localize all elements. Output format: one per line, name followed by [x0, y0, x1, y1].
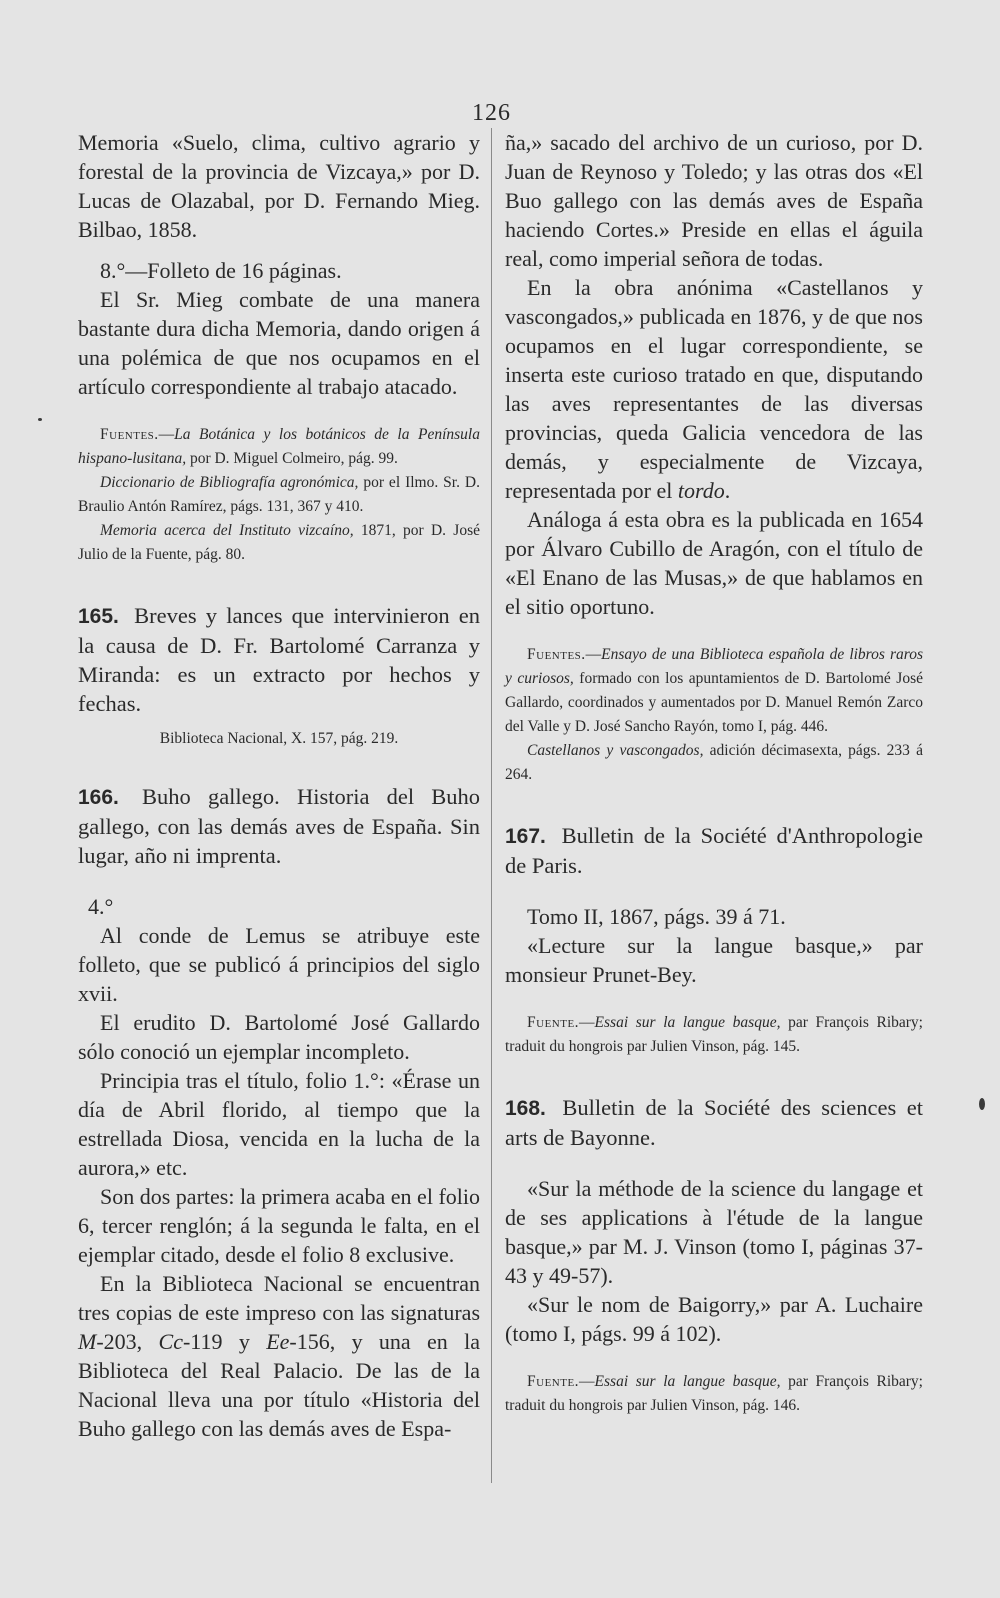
source-details: par François Ribary; traduit du hongrois par Julien Vinson, pág. 145. — [505, 1014, 923, 1055]
entry-166-paragraph: Análoga á esta obra es la publicada en 1654 por Álvaro Cubillo de Aragón, con el título de «El Enano de las Musas,» de que hablamos en el sitio oportuno. — [505, 507, 923, 619]
memoria-source-2 — [78, 471, 480, 519]
entry-title: Buho gallego. Historia del Buho gallego, con las demás aves de España. Sin lugar, año ni imprenta. — [78, 784, 480, 868]
paragraph-text: -119 y — [182, 1329, 267, 1354]
entry-166-paragraph: Principia tras el título, folio 1.°: «Érase un día de Abril florido, al tiempo que la estrellada Diosa, vencida en la lucha de la aurora,» etc. — [78, 1068, 480, 1180]
entry-166-continuation: ña,» sacado del archivo de un curioso, por D. Juan de Reynoso y Toledo; y las otras dos «El Buo gallego con las demás aves de España haciendo Cortes.» Preside en ellas el águila real, como imperial señora de todas. — [505, 130, 923, 271]
entry-165-location: Biblioteca Nacional, X. 157, pág. 219. — [159, 730, 399, 747]
entry-167-heading — [505, 821, 923, 880]
entry-167-source: Fuente.—Essai sur la langue basque, par François Ribary; traduit du hongrois par Julien Vinson, pág. 145. — [505, 1014, 923, 1055]
entry-number: 166. — [78, 786, 119, 809]
paragraph-text: -203, — [96, 1329, 159, 1354]
entry-167-paragraph: Tomo II, 1867, págs. 39 á 71. — [527, 904, 786, 929]
source-details: por el Ilmo. Sr. D. Braulio Antón Ramírez, págs. 131, 367 y 410. — [78, 474, 480, 515]
entry-number: 165. — [78, 605, 119, 628]
entry-165-heading — [78, 601, 480, 718]
entry-166-paragraph: Al conde de Lemus se atribuye este folleto, que se publicó á principios del siglo xvii. — [78, 923, 480, 1006]
signature-code: Ee — [266, 1329, 290, 1354]
ink-spot — [38, 418, 42, 421]
paragraph-text: En la Biblioteca Nacional se encuentran tres copias de este impreso con las signaturas — [78, 1271, 480, 1325]
entry-168-paragraph: «Sur la méthode de la science du langage et de ses applications à l'étude de la langue basque,» par M. J. Vinson (tomo I, páginas 37-43 y 49-57). — [505, 1176, 923, 1288]
column-divider — [491, 128, 492, 1483]
entry-title: Breves y lances que intervinieron en la causa de D. Fr. Bartolomé Carranza y Miranda: es un extracto por hechos y fechas. — [78, 603, 481, 716]
source-title: La Botánica y los botánicos de la Península hispano-lusitana, — [78, 426, 480, 467]
source-title: Essai sur la langue basque, — [594, 1014, 781, 1031]
signature-code: Cc — [158, 1329, 183, 1354]
source-details: par François Ribary; traduit du hongrois par Julien Vinson, pág. 146. — [505, 1373, 923, 1414]
source-title: Ensayo de una Biblioteca española de libros raros y curiosos, — [505, 646, 923, 687]
memoria-entry-title: Memoria «Suelo, clima, cultivo agrario y forestal de la provincia de Vizcaya,» por D. Lucas de Olazabal, por D. Fernando Mieg. Bilbao, 1858. — [78, 130, 480, 242]
source-label: Fuente. — [527, 1014, 580, 1031]
entry-166-heading — [78, 782, 480, 870]
source-details: adición décimasexta, págs. 233 á 264. — [505, 742, 924, 783]
sources-label: Fuentes. — [527, 646, 586, 663]
entry-number: 167. — [505, 825, 546, 848]
entry-166-source-1: Fuentes.—Ensayo de una Biblioteca española de libros raros y curiosos, formado con los apuntamientos de D. Bartolomé José Gallardo, coordinados y aumentados por D. Manuel Remón Zarco del Valle y D. José Sancho Rayón, tomo I, pág. 446. — [505, 646, 923, 735]
source-details: por D. Miguel Colmeiro, pág. 99. — [186, 450, 398, 467]
entry-title: Bulletin de la Société d'Anthropologie de Paris. — [505, 823, 924, 878]
source-details: formado con los apuntamientos de D. Bartolomé José Gallardo, coordinados y aumentados por D. Manuel Remón Zarco del Valle y D. José Sancho Rayón, tomo I, pág. 446. — [505, 670, 923, 735]
entry-166-paragraph — [505, 273, 923, 505]
source-label: Fuente. — [527, 1373, 580, 1390]
source-title: Essai sur la langue basque, — [594, 1373, 781, 1390]
entry-167-paragraph: «Lecture sur la langue basque,» par monsieur Prunet-Bey. — [505, 933, 923, 987]
sources-label: Fuentes. — [100, 426, 159, 443]
source-title: Diccionario de Bibliografía agronómica, — [100, 474, 359, 491]
entry-168-paragraph: «Sur le nom de Baigorry,» par A. Luchaire (tomo I, págs. 99 á 102). — [505, 1292, 923, 1346]
memoria-source-1: Fuentes.—La Botánica y los botánicos de la Península hispano-lusitana, por D. Miguel Colmeiro, pág. 99. — [78, 426, 480, 467]
entry-166-source-2 — [505, 739, 923, 787]
entry-166-paragraph — [78, 1269, 480, 1443]
emphasis-word: tordo — [677, 478, 725, 503]
memoria-format: 8.°—Folleto de 16 páginas. — [100, 258, 342, 283]
paragraph-text: -156, y una en la Biblioteca del Real Palacio. De las de la Nacional lleva una por título «Historia del Buho gallego con las demás aves de Espa- — [78, 1329, 481, 1441]
paragraph-text: . — [724, 478, 731, 503]
ink-spot — [979, 1098, 985, 1110]
right-column — [505, 128, 923, 1418]
page-number: 126 — [472, 100, 511, 126]
entry-168-source: Fuente.—Essai sur la langue basque, par François Ribary; traduit du hongrois par Julien Vinson, pág. 146. — [505, 1373, 923, 1414]
left-column — [78, 128, 480, 1443]
paragraph-text: En la obra anónima «Castellanos y vascongados,» publicada en 1876, y de que nos ocupamos en el lugar correspondiente, se inserta este curioso tratado en que, disputando las aves representantes de las diversas provincias, queda Galicia vencedora de las demás, y especialmente de Vizcaya, representada por el — [505, 275, 923, 503]
entry-166-format: 4.° — [88, 894, 114, 919]
source-details: 1871, por D. José Julio de la Fuente, pág. 80. — [78, 522, 480, 563]
source-title: Memoria acerca del Instituto vizcaíno, — [100, 522, 354, 539]
memoria-source-3 — [78, 519, 480, 567]
memoria-description: El Sr. Mieg combate de una manera bastante dura dicha Memoria, dando origen á una polémica de que nos ocupamos en el artículo correspondiente al trabajo atacado. — [78, 287, 480, 399]
entry-166-paragraph: El erudito D. Bartolomé José Gallardo sólo conoció un ejemplar incompleto. — [78, 1010, 480, 1064]
entry-number: 168. — [505, 1097, 546, 1120]
entry-166-paragraph: Son dos partes: la primera acaba en el folio 6, tercer renglón; á la segunda le falta, en el ejemplar citado, desde el folio 8 exclusive. — [78, 1184, 480, 1267]
entry-title: Bulletin de la Société des sciences et arts de Bayonne. — [505, 1095, 924, 1150]
source-title: Castellanos y vascongados, — [527, 742, 704, 759]
signature-code: M — [78, 1329, 97, 1354]
entry-168-heading — [505, 1093, 923, 1152]
